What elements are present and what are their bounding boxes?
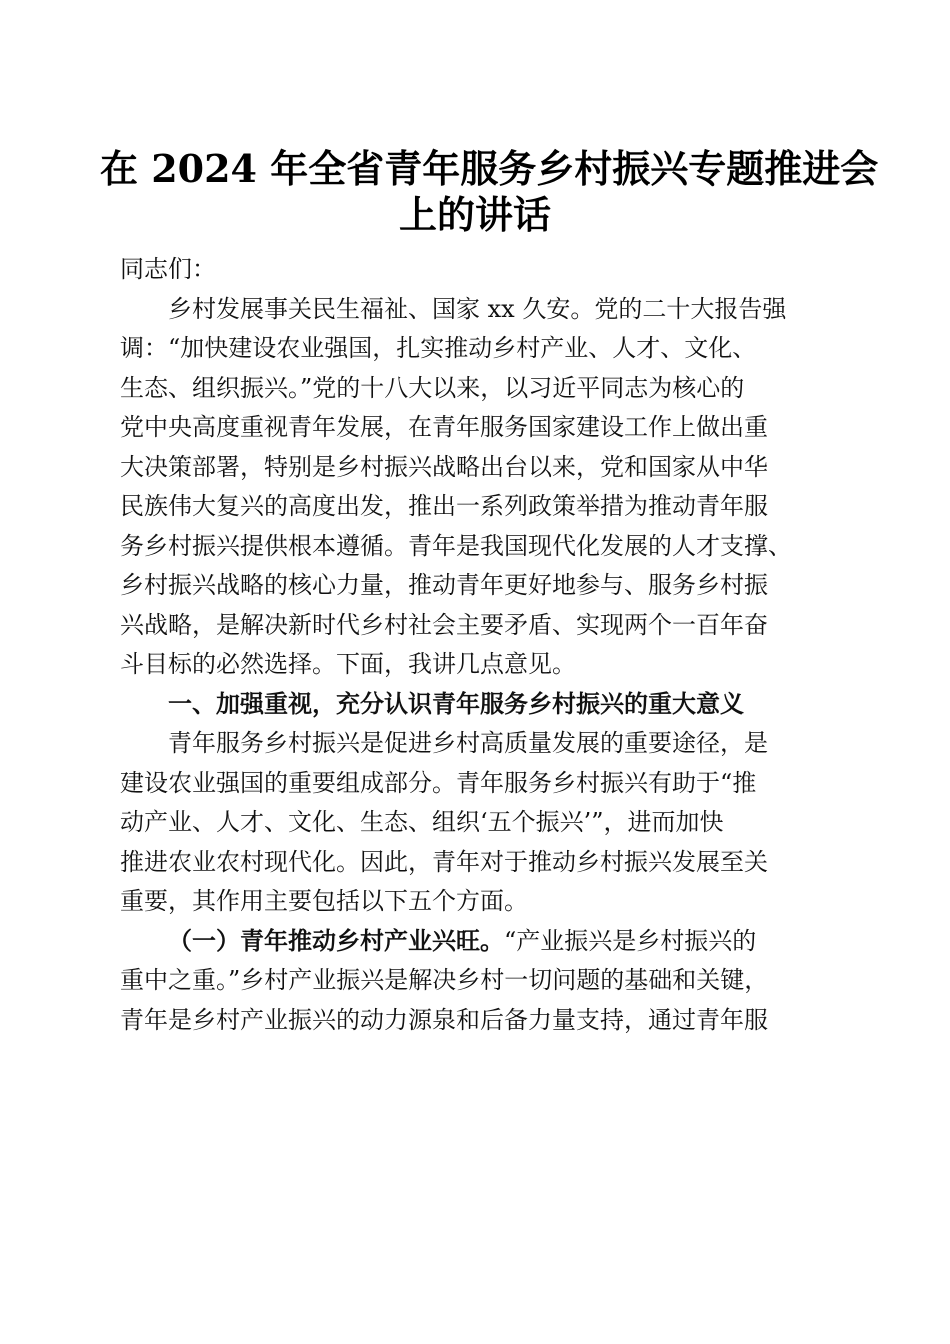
document-title-line-1: 在 2024 年全省青年服务乡村振兴专题推进会 <box>100 146 879 191</box>
paragraph-3-line: 青年是乡村产业振兴的动力源泉和后备力量支持，通过青年服 <box>120 1005 768 1034</box>
section-heading-1: 一、加强重视，充分认识青年服务乡村振兴的重大意义 <box>168 689 744 718</box>
paragraph-2-line: 青年服务乡村振兴是促进乡村高质量发展的重要途径，是 <box>168 729 768 757</box>
paragraph-1-line: 斗目标的必然选择。下面，我讲几点意见。 <box>120 650 576 678</box>
document-title-line-2: 上的讲话 <box>398 192 551 237</box>
paragraph-1-line: 民族伟大复兴的高度出发，推出一系列政策举措为推动青年服 <box>120 492 768 520</box>
paragraph-3-line: “产业振兴是乡村振兴的 <box>504 926 757 955</box>
paragraph-1-line: 乡村发展事关民生福祉、国家 xx 久安。党的二十大报告强 <box>168 294 787 323</box>
paragraph-1-line: 兴战略，是解决新时代乡村社会主要矛盾、实现两个一百年奋 <box>120 610 768 639</box>
paragraph-1-line: 调：“加快建设农业强国，扎实推动乡村产业、人才、文化、 <box>120 334 757 362</box>
salutation: 同志们： <box>120 255 216 283</box>
paragraph-2-line: 重要，其作用主要包括以下五个方面。 <box>120 887 528 915</box>
paragraph-1-line: 大决策部署，特别是乡村振兴战略出台以来，党和国家从中华 <box>120 452 768 481</box>
paragraph-2-line: 建设农业强国的重要组成部分。青年服务乡村振兴有助于“推 <box>120 768 757 797</box>
paragraph-2-line: 推进农业农村现代化。因此，青年对于推动乡村振兴发展至关 <box>120 847 768 876</box>
paragraph-2-line: 动产业、人才、文化、生态、组织‘五个振兴’”，进而加快 <box>120 808 724 836</box>
document-body <box>120 250 840 1040</box>
paragraph-3-line: 重中之重。”乡村产业振兴是解决乡村一切问题的基础和关键， <box>120 966 769 994</box>
sub-heading-1: （一）青年推动乡村产业兴旺。 <box>168 926 504 955</box>
paragraph-1-line: 务乡村振兴提供根本遵循。青年是我国现代化发展的人才支撑、 <box>120 531 792 560</box>
paragraph-1-line: 乡村振兴战略的核心力量，推动青年更好地参与、服务乡村振 <box>120 571 768 599</box>
paragraph-3-first-line <box>120 922 840 962</box>
paragraph-1-line: 党中央高度重视青年发展，在青年服务国家建设工作上做出重 <box>120 413 768 441</box>
paragraph-1-line: 生态、组织振兴。”党的十八大以来，以习近平同志为核心的 <box>120 373 745 402</box>
